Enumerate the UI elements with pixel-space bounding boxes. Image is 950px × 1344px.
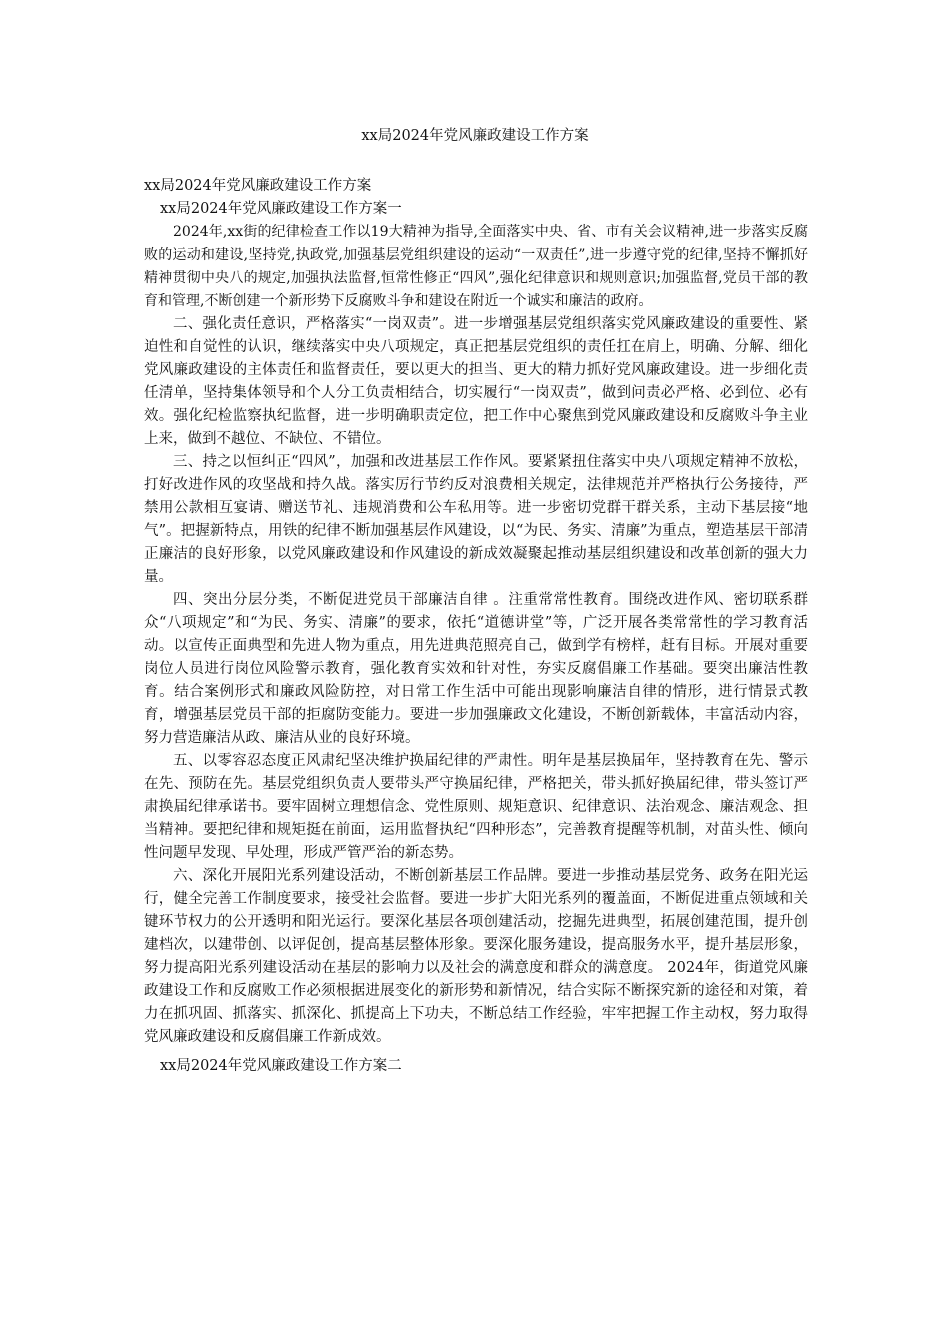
paragraph-section-five: 五、以零容忍态度正风肃纪坚决维护换届纪律的严肃性。明年是基层换届年，坚持教育在先、警示在先、预防在先。基层党组织负责人要带头严守换届纪律，严格把关，带头抓好换届纪律，带头签订严肃换届纪律承诺书。要牢固树立理想信念、党性原则、规矩意识、纪律意识、法治观念、廉洁观念、担当精神。要把纪律和规矩挺在前面，运用监督执纪“四种形态”，完善教育提醒等机制，对苗头性、倾向性问题早发现、早处理，形成严管严治的新态势。 xyxy=(144,753,808,861)
document-body xyxy=(144,175,808,1078)
document-title: xx局2024年党风廉政建设工作方案 xyxy=(361,128,589,144)
sub-heading-one: xx局2024年党风廉政建设工作方案一 xyxy=(160,201,402,217)
heading-line: xx局2024年党风廉政建设工作方案 xyxy=(144,178,372,194)
sub-heading-two: xx局2024年党风廉政建设工作方案二 xyxy=(160,1058,402,1074)
paragraph-section-two: 二、强化责任意识，严格落实“一岗双责”。进一步增强基层党组织落实党风廉政建设的重要性、紧迫性和自觉性的认识，继续落实中央八项规定，真正把基层党组织的责任扛在肩上，明确、分解、细化党风廉政建设的主体责任和监督责任，要以更大的担当、更大的精力抓好党风廉政建设。进一步细化责任清单，坚持集体领导和个人分工负责相结合，切实履行“一岗双责”，做到问责必严格、必到位、必有效。强化纪检监察执纪监督，进一步明确职责定位，把工作中心聚焦到党风廉政建设和反腐败斗争主业上来，做到不越位、不缺位、不错位。 xyxy=(144,316,808,447)
paragraph-intro: 2024年,xx街的纪律检查工作以19大精神为指导,全面落实中央、省、市有关会议精神,进一步落实反腐败的运动和建设,坚持党,执政党,加强基层党组织建设的运动“一双责任”,进一步遵守党的纪律,坚持不懈抓好精神贯彻中央八的规定,加强执法监督,恒常性修正“四风”,强化纪律意识和规则意识;加强监督,党员干部的教育和管理,不断创建一个新形势下反腐败斗争和建设在附近一个诚实和廉洁的政府。 xyxy=(144,224,808,309)
paragraph-section-six: 六、深化开展阳光系列建设活动，不断创新基层工作品牌。要进一步推动基层党务、政务在阳光运行，健全完善工作制度要求，接受社会监督。要进一步扩大阳光系列的覆盖面，不断促进重点领域和关键环节权力的公开透明和阳光运行。要深化基层各项创建活动，挖掘先进典型，拓展创建范围，提升创建档次，以建带创、以评促创，提高基层整体形象。要深化服务建设，提高服务水平，提升基层形象，努力提高阳光系列建设活动在基层的影响力以及社会的满意度和群众的满意度。 2024年，街道党风廉政建设工作和反腐败工作必须根据进展变化的新形势和新情况，结合实际不断探究新的途径和对策，着力在抓巩固、抓落实、抓深化、抓提高上下功夫，不断总结工作经验，牢牢把握工作主动权，努力取得党风廉政建设和反腐倡廉工作新成效。 xyxy=(144,868,808,1045)
paragraph-section-four: 四、突出分层分类，不断促进党员干部廉洁自律 。注重常常性教育。围绕改进作风、密切联系群众“八项规定”和“为民、务实、清廉”的要求，依托“道德讲堂”等，广泛开展各类常常性的学习教育活动。以宣传正面典型和先进人物为重点，用先进典范照亮自己，做到学有榜样，赶有目标。开展对重要岗位人员进行岗位风险警示教育，强化教育实效和针对性，夯实反腐倡廉工作基础。要突出廉洁性教育。结合案例形式和廉政风险防控，对日常工作生活中可能出现影响廉洁自律的情形，进行情景式教育，增强基层党员干部的拒腐防变能力。要进一步加强廉政文化建设，不断创新载体，丰富活动内容，努力营造廉洁从政、廉洁从业的良好环境。 xyxy=(144,592,808,746)
paragraph-section-three: 三、持之以恒纠正“四风”，加强和改进基层工作作风。要紧紧扭住落实中央八项规定精神不放松，打好改进作风的攻坚战和持久战。落实厉行节约反对浪费相关规定，法律规范并严格执行公务接待，严禁用公款相互宴请、赠送节礼、违规消费和公车私用等。进一步密切党群干群关系，主动下基层接“地气”。把握新特点，用铁的纪律不断加强基层作风建设，以“为民、务实、清廉”为重点，塑造基层干部清正廉洁的良好形象，以党风廉政建设和作风建设的新成效凝聚起推动基层组织建设和改革创新的强大力量。 xyxy=(144,454,808,585)
